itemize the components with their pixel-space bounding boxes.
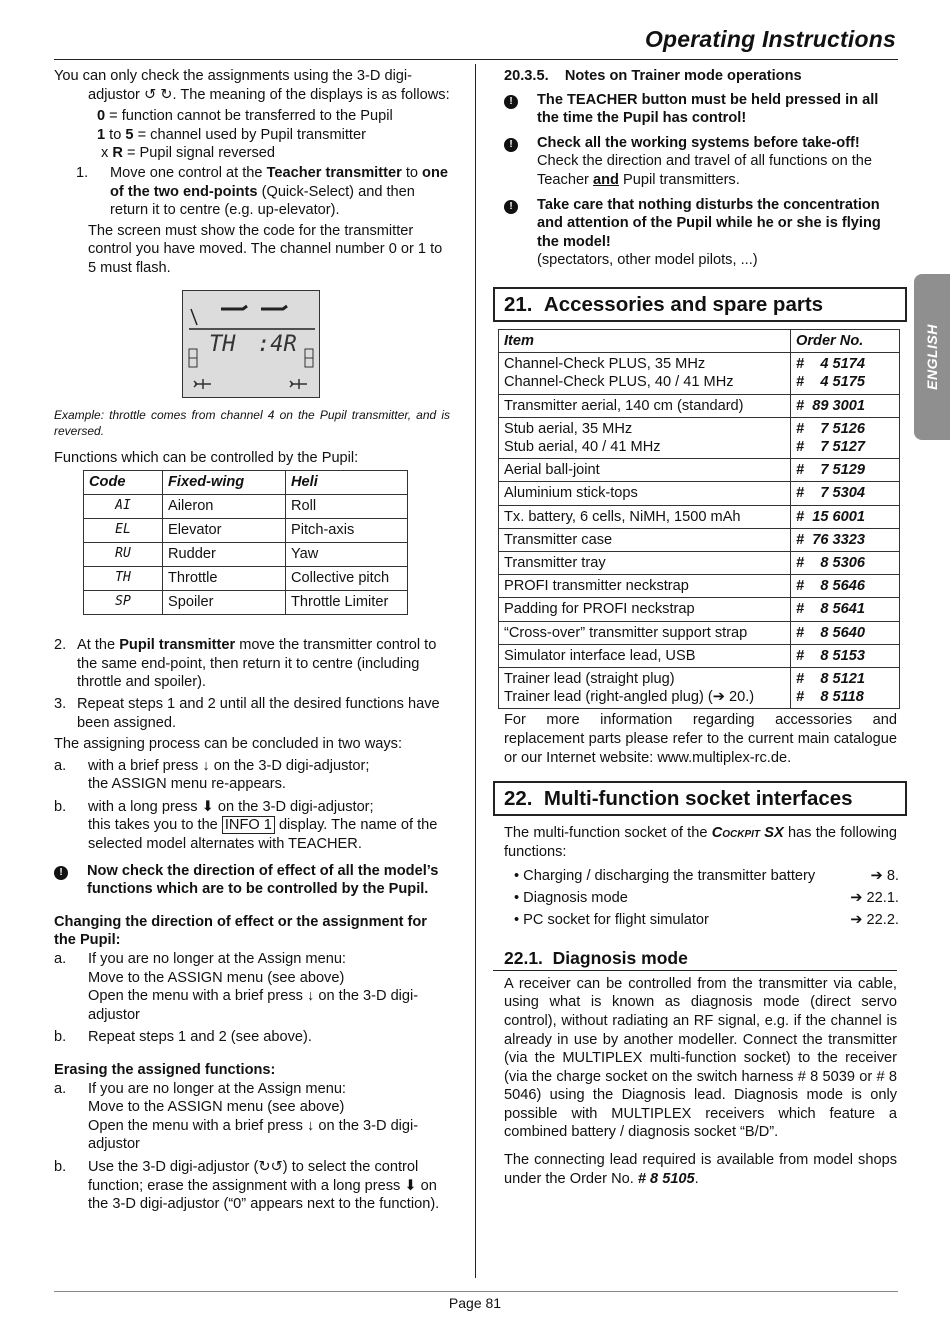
part-item: Transmitter tray	[499, 551, 791, 574]
lcd-code-text: TH	[209, 331, 236, 357]
more-info-text: For more information regarding accessories and replacement parts please refer to the current main catalogue or our Internet website: www.multiplex-rc.de.	[504, 712, 897, 766]
part-order-number: # 15 6001	[791, 505, 900, 528]
meaning-r: x R = Pupil signal reversed	[101, 145, 276, 162]
table-row	[499, 528, 900, 551]
change-heading: Changing the direction of effect or the assignment for the Pupil:	[54, 913, 427, 949]
trainer-notes-heading: 20.3.5. Notes on Trainer mode operations	[504, 68, 802, 84]
table-row: RU Rudder Yaw	[84, 543, 408, 567]
socket-functions-list	[493, 867, 897, 929]
part-item: “Cross-over” transmitter support strap	[499, 621, 791, 644]
part-item: Aluminium stick-tops	[499, 482, 791, 505]
step-1-note: The screen must show the code for the transmitter control you have moved. The channel number 0 or 1 to 5 must flash.	[88, 222, 443, 276]
part-order-number: # 8 5121 # 8 5118	[791, 667, 900, 708]
header-rule	[54, 59, 898, 60]
conclude-option-b: b. with a long press ⬇ on the 3-D digi-adjustor; this takes you to the INFO 1 display. The name of the selected model alternates with TEACHER.	[54, 798, 438, 853]
warning-check-direction: ! Now check the direction of effect of all the model’s functions which are to be controlled by the Pupil.	[54, 862, 450, 899]
table-row	[499, 505, 900, 528]
part-item: Channel-Check PLUS, 35 MHz Channel-Check PLUS, 40 / 41 MHz	[499, 353, 791, 394]
functions-intro: Functions which can be controlled by the Pupil:	[54, 449, 359, 466]
lcd-channel-text: :4R	[257, 331, 297, 357]
table-row	[499, 459, 900, 482]
table-row: AI Aileron Roll	[84, 495, 408, 519]
spare-parts-table	[498, 329, 900, 709]
header-title: Operating Instructions	[644, 26, 896, 52]
table-row	[499, 667, 900, 708]
table-row	[499, 482, 900, 505]
pupil-functions-table	[83, 470, 408, 615]
part-order-number: # 8 5640	[791, 621, 900, 644]
table-row: TH Throttle Collective pitch	[84, 567, 408, 591]
part-order-number: # 8 5646	[791, 575, 900, 598]
table-header-row: Code Fixed-wing Heli	[84, 471, 408, 495]
change-step-a: a. If you are no longer at the Assign menu: Move to the ASSIGN menu (see above) Open the menu with a brief press ↓ on the 3-D digi-adjustor	[54, 951, 419, 1023]
warning-check-systems: ! Check all the working systems before take-off! Check the direction and travel of all functions on the Teacher and Pupil transmitters.	[493, 134, 897, 190]
table-row	[499, 598, 900, 621]
erase-step-b: b. Use the 3-D digi-adjustor (↻↺) to select the control function; erase the assignment with a long press ⬇ on the 3-D digi-adjustor (“0” appears next to the function).	[54, 1158, 440, 1213]
table-row	[499, 417, 900, 458]
part-order-number: # 8 5153	[791, 644, 900, 667]
lcd-screen-example	[182, 290, 320, 398]
section-21-title: 21. Accessories and spare parts	[493, 287, 907, 322]
part-order-number: # 4 5174 # 4 5175	[791, 353, 900, 394]
warning-icon: !	[54, 866, 68, 880]
page-number: Page 81	[448, 1295, 502, 1311]
part-item: Transmitter case	[499, 528, 791, 551]
language-tab-label: ENGLISH	[924, 324, 940, 390]
part-item: Padding for PROFI neckstrap	[499, 598, 791, 621]
lcd-screen-graphic	[183, 291, 319, 397]
part-item: Aerial ball-joint	[499, 459, 791, 482]
warning-concentration: ! Take care that nothing disturbs the concentration and attention of the Pupil while he or she is flying the model! (spectators, other model pilots, ...)	[493, 196, 897, 270]
table-row	[499, 394, 900, 417]
part-item: Simulator interface lead, USB	[499, 644, 791, 667]
list-item: • PC socket for flight simulator ➔ 22.2.	[514, 911, 899, 928]
table-row	[499, 621, 900, 644]
table-row: SP Spoiler Throttle Limiter	[84, 591, 408, 615]
table-row: EL Elevator Pitch-axis	[84, 519, 408, 543]
table-row	[499, 551, 900, 574]
change-step-b: b. Repeat steps 1 and 2 (see above).	[54, 1029, 312, 1046]
step-1: 1. Move one control at the Teacher transmitter to one of the two end-points (Quick-Select) and then return it to centre (e.g. up-elevator).	[76, 164, 448, 219]
display-meanings	[54, 107, 450, 163]
conclude-option-a: a. with a brief press ↓ on the 3-D digi-adjustor; the ASSIGN menu re-appears.	[54, 757, 370, 793]
conclude-text: The assigning process can be concluded in two ways:	[54, 736, 403, 753]
step-3: 3. Repeat steps 1 and 2 until all the desired functions have been assigned.	[54, 695, 440, 731]
diagnosis-lead-paragraph: The connecting lead required is available from model shops under the Order No. # 8 5105.	[504, 1152, 897, 1187]
table-row	[499, 353, 900, 394]
part-order-number: # 76 3323	[791, 528, 900, 551]
meaning-1: 1 to 5 = channel used by Pupil transmitter	[97, 126, 366, 143]
table-row	[499, 575, 900, 598]
column-divider	[475, 64, 476, 1278]
warning-teacher-button: ! The TEACHER button must be held pressed in all the time the Pupil has control!	[493, 91, 897, 128]
section-22-1-title: 22.1. Diagnosis mode	[493, 949, 897, 971]
list-item: • Charging / discharging the transmitter battery ➔ 8.	[514, 868, 899, 885]
part-order-number: # 8 5641	[791, 598, 900, 621]
right-column	[493, 67, 897, 1188]
part-order-number: # 7 5126 # 7 5127	[791, 417, 900, 458]
list-item: • Diagnosis mode ➔ 22.1.	[514, 889, 899, 906]
section-22-title: 22. Multi-function socket interfaces	[493, 781, 907, 816]
info1-display-box: INFO 1	[222, 816, 275, 834]
part-item: Trainer lead (straight plug) Trainer lead (right-angled plug) (➔ 20.)	[499, 667, 791, 708]
warning-icon: !	[504, 138, 518, 152]
erase-heading: Erasing the assigned functions:	[54, 1062, 276, 1078]
part-item: PROFI transmitter neckstrap	[499, 575, 791, 598]
parts-body	[499, 353, 900, 709]
part-item: Stub aerial, 35 MHz Stub aerial, 40 / 41 MHz	[499, 417, 791, 458]
step-2: 2. At the Pupil transmitter move the transmitter control to the same end-point, then return it to centre (including throttle and spoiler).	[54, 637, 437, 691]
part-order-number: # 8 5306	[791, 551, 900, 574]
table-row	[499, 644, 900, 667]
warning-icon: !	[504, 95, 518, 109]
part-order-number: # 7 5304	[791, 482, 900, 505]
erase-step-a: a. If you are no longer at the Assign menu: Move to the ASSIGN menu (see above) Open the menu with a brief press ↓ on the 3-D digi-adjustor	[54, 1080, 419, 1153]
footer-rule	[54, 1291, 898, 1292]
diagnosis-paragraph: A receiver can be controlled from the transmitter via cable, using what is known as diagnosis mode (direct servo control), without radiating an RF signal, e.g. if the channel is already in use by another modeller. Connect the transmitter (via the MULTIPLEX multi-function socket) to the receiver (via the charge socket on the switch harness # 8 5039 or # 8 5046) using the Diagnosis lead. Diagnosis mode is only possible with MULTIPLEX receivers which feature a combined battery / diagnosis socket “B/D”.	[504, 975, 897, 1141]
language-tab	[914, 274, 950, 440]
part-item: Transmitter aerial, 140 cm (standard)	[499, 394, 791, 417]
part-order-number: # 89 3001	[791, 394, 900, 417]
socket-intro: The multi-function socket of the Cockpit SX has the following functions:	[504, 825, 897, 860]
parts-header-row: Item Order No.	[499, 329, 900, 352]
screen-caption: Example: throttle comes from channel 4 on the Pupil transmitter, and is reversed.	[54, 407, 450, 438]
intro-paragraph: You can only check the assignments using the 3-D digi-adjustor ↺ ↻. The meaning of the displays is as follows:	[54, 68, 450, 103]
meaning-0: 0 = function cannot be transferred to the Pupil	[97, 108, 393, 125]
warning-icon: !	[504, 200, 518, 214]
part-order-number: # 7 5129	[791, 459, 900, 482]
part-item: Tx. battery, 6 cells, NiMH, 1500 mAh	[499, 505, 791, 528]
left-column	[54, 67, 450, 1214]
